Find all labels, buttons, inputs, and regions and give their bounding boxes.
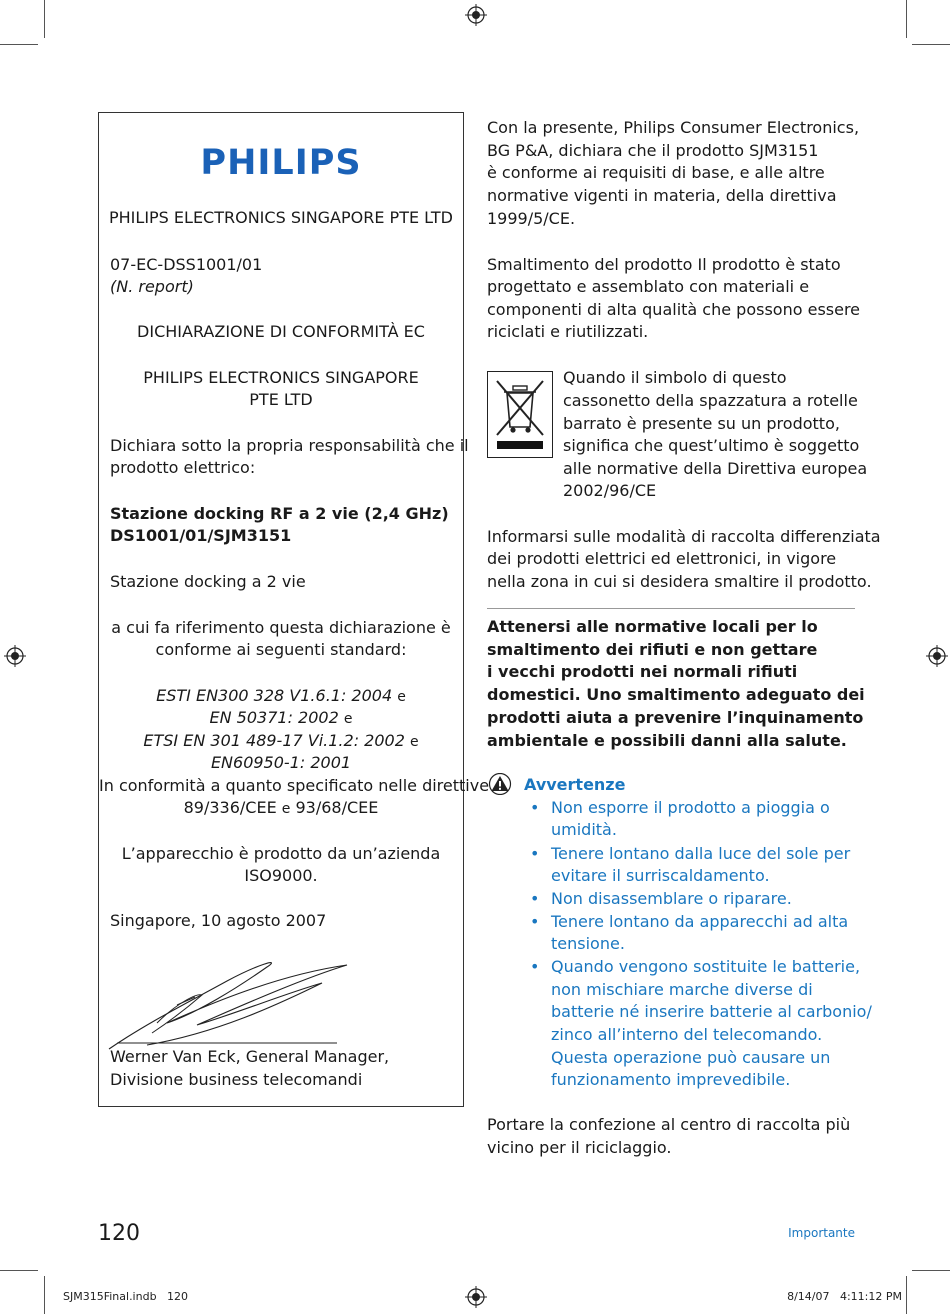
intro-line: BG P&A, dichiara che il prodotto SJM3151 <box>487 141 819 160</box>
declaration-title: DICHIARAZIONE DI CONFORMITÀ EC <box>137 322 425 341</box>
standards-intro: conforme ai seguenti standard: <box>155 640 407 659</box>
bullet-icon: • <box>530 844 540 863</box>
notice-line: prodotti aiuta a prevenire l’inquinamento <box>487 708 864 727</box>
weee-text: barrato è presente su un prodotto, <box>563 414 840 433</box>
warning-item: Non disassemblare o riparare. <box>551 889 792 908</box>
warning-icon <box>488 773 512 795</box>
place-date: Singapore, 10 agosto 2007 <box>110 911 327 930</box>
registration-mark-icon <box>465 1286 487 1308</box>
weee-text: significa che quest’ultimo è soggetto <box>563 436 860 455</box>
iso-text: L’apparecchio è prodotto da un’azienda <box>121 844 441 863</box>
crop-mark <box>906 0 907 38</box>
warning-item: Non esporre il prodotto a pioggia o <box>551 798 830 817</box>
standard-item: ETSI EN 301 489-17 Vi.1.2: 2002 e <box>143 731 419 750</box>
warning-item: Quando vengono sostituite le batterie, <box>551 957 861 976</box>
notice-line: ambientale e possibili danni alla salute. <box>487 731 847 750</box>
intro-line: 1999/5/CE. <box>487 209 576 228</box>
declares-text: Dichiara sotto la propria responsabilità che il <box>110 436 469 455</box>
declaration-of-conformity <box>98 112 490 1107</box>
warning-item: funzionamento imprevedibile. <box>551 1070 791 1089</box>
warning-item: zinco all’interno del telecomando. <box>551 1025 823 1044</box>
intro-line: normative vigenti in materia, della direttiva <box>487 186 837 205</box>
inform-line: dei prodotti elettrici ed elettronici, in vigore <box>487 549 837 568</box>
product-name: Stazione docking RF a 2 vie (2,4 GHz) <box>110 504 449 523</box>
crop-mark <box>44 1276 45 1314</box>
intro-line: Con la presente, Philips Consumer Electronics, <box>487 118 860 137</box>
bullet-icon: • <box>530 798 540 817</box>
slug-file: SJM315Final.indb 120 <box>63 1290 189 1303</box>
notice-line: domestici. Uno smaltimento adeguato dei <box>487 685 865 704</box>
weee-text: Quando il simbolo di questo <box>563 368 787 387</box>
bullet-icon: • <box>530 957 540 976</box>
crop-mark <box>912 1270 950 1271</box>
company-line: PTE LTD <box>249 390 313 409</box>
notice-line: smaltimento dei rifiuti e non gettare <box>487 640 818 659</box>
packaging-line: vicino per il riciclaggio. <box>487 1138 672 1157</box>
signature-image <box>107 953 357 1053</box>
inform-line: nella zona in cui si desidera smaltire il prodotto. <box>487 572 872 591</box>
weee-text: alle normative della Direttiva europea <box>563 459 868 478</box>
warning-item: batterie né inserire batterie al carbonio/ <box>551 1002 872 1021</box>
standard-item: ESTI EN300 328 V1.6.1: 2004 e <box>156 686 406 705</box>
warning-item: evitare il surriscaldamento. <box>551 866 770 885</box>
warnings-title: Avvertenze <box>524 775 626 794</box>
company-line: PHILIPS ELECTRONICS SINGAPORE <box>143 368 419 387</box>
iso-text: ISO9000. <box>244 866 318 885</box>
company-header: PHILIPS ELECTRONICS SINGAPORE PTE LTD <box>109 208 453 227</box>
notice-line: Attenersi alle normative locali per lo <box>487 617 818 636</box>
standard-item: EN60950-1: 2001 <box>210 753 352 772</box>
page-number: 120 <box>98 1221 140 1246</box>
notice-line: i vecchi prodotti nei normali rifiuti <box>487 662 798 681</box>
directive-text: In conformità a quanto specificato nelle direttive <box>99 776 490 795</box>
weee-bin-icon <box>487 371 553 458</box>
product-model: DS1001/01/SJM3151 <box>110 526 292 545</box>
reference-label: (N. report) <box>110 277 194 296</box>
crop-mark <box>912 44 950 45</box>
warning-item: Tenere lontano da apparecchi ad alta <box>551 912 849 931</box>
signatory-name: Werner Van Eck, General Manager, <box>110 1047 390 1066</box>
philips-logo: PHILIPS <box>200 143 362 183</box>
disposal-line: componenti di alta qualità che possono essere <box>487 300 861 319</box>
signatory-division: Divisione business telecomandi <box>110 1070 363 1089</box>
crop-mark <box>0 1270 38 1271</box>
divider <box>487 608 855 609</box>
crop-mark <box>44 0 45 38</box>
intro-line: è conforme ai requisiti di base, e alle altre <box>487 163 825 182</box>
registration-mark-icon <box>465 4 487 26</box>
registration-mark-icon <box>4 645 26 667</box>
declares-text: prodotto elettrico: <box>110 458 256 477</box>
weee-text: 2002/96/CE <box>563 481 657 500</box>
section-label: Importante <box>788 1226 855 1240</box>
bullet-icon: • <box>530 889 540 908</box>
warning-item: non mischiare marche diverse di <box>551 980 813 999</box>
weee-text: cassonetto della spazzatura a rotelle <box>563 391 858 410</box>
bullet-icon: • <box>530 912 540 931</box>
packaging-line: Portare la confezione al centro di raccolta più <box>487 1115 851 1134</box>
disposal-line: riciclati e riutilizzati. <box>487 322 649 341</box>
warning-item: Tenere lontano dalla luce del sole per <box>551 844 851 863</box>
directive-text: 89/336/CEE e 93/68/CEE <box>183 798 379 817</box>
inform-line: Informarsi sulle modalità di raccolta differenziata <box>487 527 881 546</box>
warning-item: umidità. <box>551 820 617 839</box>
registration-mark-icon <box>926 645 948 667</box>
crop-mark <box>906 1276 907 1314</box>
crop-mark <box>0 44 38 45</box>
product-description: Stazione docking a 2 vie <box>110 572 306 591</box>
warning-item: tensione. <box>551 934 625 953</box>
standards-intro: a cui fa riferimento questa dichiarazione è <box>111 618 451 637</box>
slug-date: 8/14/07 4:11:12 PM <box>787 1290 902 1303</box>
disposal-line: progettato e assemblato con materiali e <box>487 277 810 296</box>
warning-item: Questa operazione può causare un <box>551 1048 831 1067</box>
disposal-line: Smaltimento del prodotto Il prodotto è stato <box>487 255 841 274</box>
reference-number: 07-EC-DSS1001/01 <box>110 255 263 274</box>
standard-item: EN 50371: 2002 e <box>209 708 353 727</box>
